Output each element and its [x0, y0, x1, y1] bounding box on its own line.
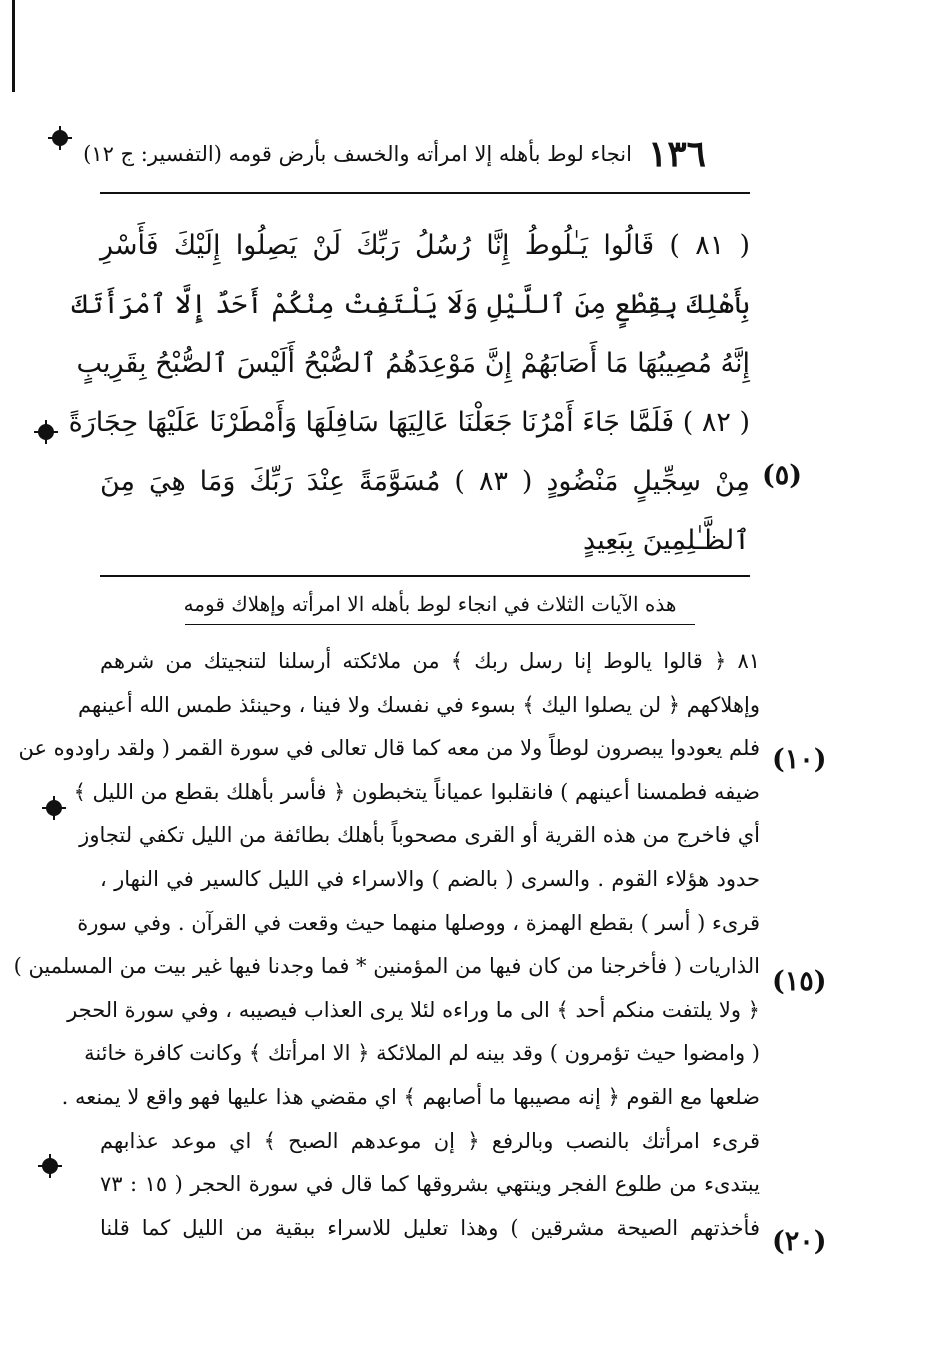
commentary-line: فأخذتهم الصيحة مشرقين ) وهذا تعليل للاسراء ببقية من الليل كما قلنا — [100, 1215, 760, 1240]
margin-dot — [38, 424, 54, 440]
margin-line-number: (١٠) — [772, 744, 827, 775]
margin-line-number: (٢٠) — [772, 1226, 827, 1257]
margin-dot — [46, 800, 62, 816]
commentary-heading: هذه الآيات الثلاث في انجاء لوط بأهله الا امرأته وإهلاك قومه — [183, 592, 677, 616]
running-title: انجاء لوط بأهله إلا امرأته والخسف بأرض قومه (التفسير: ج ١٢) — [83, 142, 632, 166]
page-number: ١٣٦ — [647, 133, 706, 175]
page-header — [83, 132, 706, 176]
commentary-line: فلم يعودوا يبصرون لوطاً ولا من معه كما قال تعالى في سورة القمر ( ولقد راودوه عن — [18, 736, 760, 761]
verse-line: مِنْ سِجِّيلٍ مَنْضُودٍ ( ٨٣ ) مُسَوَّمَةً عِنْدَ رَبِّكَ وَمَا هِيَ مِنَ — [100, 466, 750, 497]
margin-line-number: (١٥) — [772, 966, 827, 997]
commentary-line: ( وامضوا حيث تؤمرون ) وقد بينه لم الملائكة ﴿ الا امرأتك ﴾ وكانت كافرة خائنة — [84, 1041, 760, 1066]
commentary-line: قرىء ( أسر ) بقطع الهمزة ، ووصلها منهما حيث وقعت في القرآن . وفي سورة — [77, 910, 760, 935]
commentary-line: الذاريات ( فأخرجنا من كان فيها من المؤمنين * فما وجدنا فيها غير بيت من المسلمين ) — [13, 954, 760, 979]
commentary-line: ضلعها مع القوم ﴿ إنه مصيبها ما أصابهم ﴾ اي مقضي هذا عليها فهو واقع لا يمنعه . — [61, 1084, 760, 1109]
commentary-line: قرىء امرأتك بالنصب وبالرفع ﴿ إن موعدهم الصبح ﴾ اي موعد عذابهم — [100, 1128, 760, 1153]
commentary-line: ضيفه فطمسنا أعينهم ) فانقلبوا عمياناً يتخبطون ﴿ فأسر بأهلك بقطع من الليل ﴾ — [73, 779, 760, 804]
verse-line: ( ٨٢ ) فَلَمَّا جَاءَ أَمْرُنَا جَعَلْنَا عَالِيَهَا سَافِلَهَا وَأَمْطَرْنَا عَلَيْهَا حِجَارَةً — [68, 407, 750, 438]
margin-dot — [52, 130, 68, 146]
commentary-line: يبتدىء من طلوع الفجر وينتهي بشروقها كما قال في سورة الحجر ( ١٥ : ٧٣ — [100, 1172, 760, 1197]
commentary-line: ﴿ ولا يلتفت منكم أحد ﴾ الى ما وراءه لئلا يرى العذاب فيصيبه ، وفي سورة الحجر — [67, 997, 760, 1022]
commentary-text — [13, 640, 760, 1250]
margin-dot — [42, 1158, 58, 1174]
heading-underline — [185, 624, 695, 625]
commentary-line: حدود هؤلاء القوم . والسرى ( بالضم ) والاسراء في الليل كالسير في النهار ، — [100, 866, 760, 891]
section-rule — [100, 575, 750, 577]
quran-verses — [68, 216, 750, 570]
margin-line-number: (٥) — [762, 460, 803, 491]
commentary-line: وإهلاكهم ﴿ لن يصلوا اليك ﴾ بسوء في نفسك ولا فينا ، وحينئذ طمس الله أعينهم — [78, 692, 760, 717]
verse-line: ٱلظَّـٰلِمِينَ بِبَعِيدٍ — [583, 525, 750, 556]
verse-line: ( ٨١ ) قَالُوا يَـٰلُوطُ إِنَّا رُسُلُ رَبِّكَ لَنْ يَصِلُوا إِلَيْكَ فَأَسْرِ — [100, 230, 750, 261]
header-rule — [100, 192, 750, 194]
verse-line: إِنَّهُ مُصِيبُهَا مَا أَصَابَهُمْ إِنَّ مَوْعِدَهُمُ ٱلصُّبْحُ أَلَيْسَ ٱلصُّبْحُ بِقَرِيبٍ — [76, 348, 750, 379]
scan-edge-line — [12, 0, 15, 92]
commentary-line: أي فاخرج من هذه القرية أو القرى مصحوباً بأهلك بطائفة من الليل تكفي لتجاوز — [79, 823, 760, 848]
commentary-line: ٨١ ﴿ قالوا يالوط إنا رسل ربك ﴾ من ملائكته أرسلنا لتنجيتك من شرهم — [100, 649, 760, 673]
verse-line: بِأَهْلِكَ بِقِطْعٍ مِنَ ٱللَّيْلِ وَلَا يَلْتَفِتْ مِنْكُمْ أَحَدٌ إِلَّا ٱمْرَأَتَكَ — [71, 289, 750, 320]
